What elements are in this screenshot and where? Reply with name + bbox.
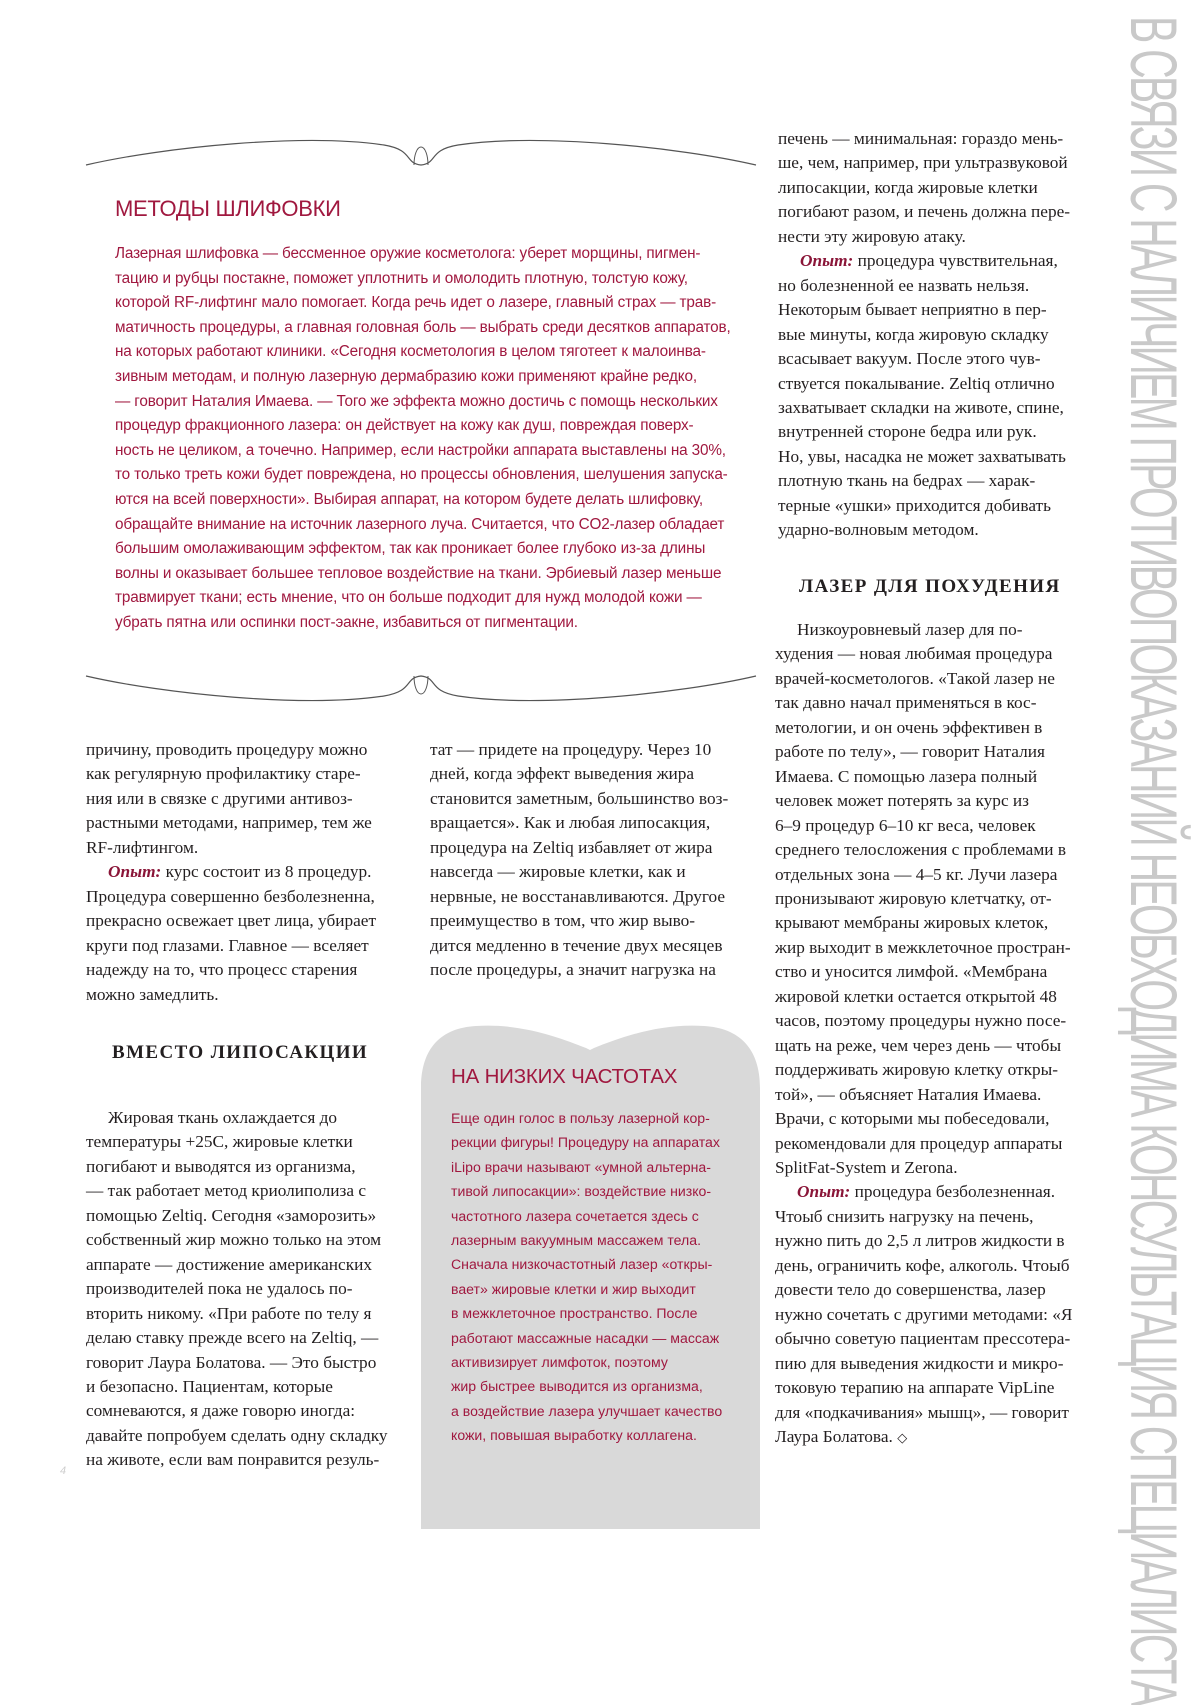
text-line: преимущество в том, что жир выво- (430, 911, 696, 931)
text-line: причину, проводить процедуру можно (86, 740, 368, 759)
text-line: круги под глазами. Главное — вселяет (86, 935, 369, 955)
text-line: RF-лифтингом. (86, 837, 199, 857)
text-line: процедура на Zeltiq избавляет от жира (430, 837, 713, 857)
text-line: лазерным вакуумным массажем тела. (451, 1232, 702, 1249)
text-line: травмирует ткани; есть мнение, что он больше подходит для нужд молодой кожи — (115, 589, 702, 607)
text-line: зивным методам, и полную лазерную дермабразию кожи применяют крайне редко, (115, 367, 697, 385)
text-line: Процедура совершенно безболезненна, (86, 886, 375, 906)
text-line: которой RF-лифтинг мало помогает. Когда речь идет о лазере, главный страх — трав- (115, 294, 717, 312)
text-line: метологии, и он очень эффективен в (775, 717, 1043, 737)
text-line: щать на реже, чем через день — чтобы (775, 1035, 1062, 1055)
text-line: давайте попробуем сделать одну складку (86, 1425, 388, 1445)
text-line: вторить никому. «При работе по телу я (86, 1303, 372, 1323)
text-line: частотного лазера сочетается здесь с (451, 1207, 699, 1224)
article-column-right-bottom (775, 618, 1105, 1450)
opyt-label: Опыт: (797, 1182, 851, 1202)
text-line: производителей пока не удалось по- (86, 1279, 353, 1299)
opyt-paragraph-start: Опыт: процедура безболезненная. (797, 1182, 1056, 1202)
text-line: iLipo врачи называют «умной альтерна- (451, 1158, 711, 1175)
text-line: в межклеточное пространство. После (451, 1305, 698, 1322)
text-line: после процедуры, а значит нагрузка на (430, 960, 716, 980)
section-heading-liposakcii: ВМЕСТО ЛИПОСАКЦИИ (112, 1042, 369, 1063)
text-line: так давно начал применяться в кос- (775, 693, 1037, 713)
text-line: обычно советую пациентам прессотера- (775, 1329, 1071, 1349)
lowfreq-box-title: НА НИЗКИХ ЧАСТОТАХ (451, 1065, 678, 1088)
text-line: тат — придете на процедуру. Через 10 (430, 740, 712, 759)
text-line: жир быстрее выводится из организма, (451, 1378, 703, 1395)
vertical-disclaimer-banner: В СВЯЗИ С НАЛИЧИЕМ ПРОТИВОПОКАЗАНИЙ НЕОБХОДИМА КОНСУЛЬТАЦИЯ СПЕЦИАЛИСТА (1117, 16, 1191, 1705)
text-line: рекции фигуры! Процедуру на аппаратах (451, 1134, 720, 1151)
article-column-left (86, 738, 406, 1007)
text-line: день, ограничить кофе, алкоголь. Чтоыб (775, 1255, 1070, 1275)
text-line: Некоторым бывает неприятно в пер- (778, 300, 1047, 320)
text-line: сомневаются, я даже говорю иногда: (86, 1401, 356, 1421)
text-line: собственный жир можно только на этом (86, 1230, 382, 1250)
diamond-end-icon: ◇ (897, 1429, 908, 1445)
page-number: 4 (60, 1465, 67, 1477)
text-line: пию для выведения жидкости и микро- (775, 1353, 1064, 1373)
text-line: довести тело до совершенства, лазер (775, 1280, 1046, 1300)
text-line: погибают разом, и печень должна пере- (778, 202, 1071, 222)
text-line: Врачи, с которыми мы побеседовали, (775, 1109, 1050, 1129)
methods-box-body (115, 242, 740, 636)
opyt-label: Опыт: (800, 251, 854, 271)
text-line: дней, когда эффект выведения жира (430, 764, 695, 784)
text-line: захватывает складки на животе, спине, (778, 397, 1064, 417)
text-line: жировой клетки остается открытой 48 (775, 986, 1057, 1006)
text-line: плотную ткань на бедрах — харак- (778, 471, 1036, 491)
lowfreq-sidebar-box (421, 1018, 760, 1529)
text-line: растными методами, например, тем же (86, 813, 372, 833)
lowfreq-box-body (451, 1106, 751, 1448)
text-line: Жировая ткань охлаждается до (108, 1108, 338, 1127)
text-line: кожи, повышая выработку коллагена. (451, 1427, 697, 1444)
text-line-last: Лаура Болатова. ◇ (775, 1426, 908, 1446)
text-line: 6–9 процедур 6–10 кг веса, человек (775, 815, 1036, 835)
flourish-divider-bottom (84, 670, 758, 706)
text-line: нести эту жировую атаку. (778, 226, 966, 246)
text-line: то только треть кожи будет повреждена, но процессы обновления, шелушения запуска- (115, 466, 728, 484)
text-line: Лазерная шлифовка — бессменное оружие косметолога: уберет морщины, пигмен- (115, 245, 701, 262)
text-line: Сначала низкочастотный лазер «откры- (451, 1256, 713, 1273)
text-line: — так работает метод криолиполиза с (86, 1181, 367, 1201)
text-line: на животе, если вам понравится резуль- (86, 1450, 380, 1470)
text-line: для «подкачивания» мышц», — говорит (775, 1402, 1069, 1422)
opyt-label: Опыт: (108, 862, 162, 882)
text-line: ше, чем, например, при ультразвуковой (778, 153, 1068, 173)
text-line: помощью Zeltiq. Сегодня «заморозить» (86, 1205, 377, 1225)
text-line: обращайте внимание на источник лазерного луча. Считается, что CO2-лазер обладает (115, 515, 725, 533)
text-line: ния или в связке с другими антивоз- (86, 788, 353, 808)
text-line: ство и уносится лимфой. «Мембрана (775, 962, 1048, 982)
text-line: нужно сочетать с другими методами: «Я (775, 1304, 1073, 1324)
text-line: липосакции, когда жировые клетки (778, 177, 1038, 197)
text-line: навсегда — жировые клетки, как и (430, 862, 686, 882)
text-line: становится заметным, большинство воз- (430, 788, 729, 808)
text-line: человек может потерять за курс из (775, 791, 1030, 811)
text-line: Чтоыб снизить нагрузку на печень, (775, 1206, 1034, 1226)
text-line: Но, увы, насадка не может захватывать (778, 446, 1066, 466)
text-line: крывают мембраны жировых клеток, (775, 913, 1049, 933)
text-line: вает» жировые клетки и жир выходит (451, 1280, 696, 1297)
text-line: ность не целиком, а точечно. Например, если настройки аппарата выставлены на 30%, (115, 441, 726, 459)
text-line: Низкоуровневый лазер для по- (797, 620, 1023, 639)
text-line: активизирует лимфоток, поэтому (451, 1354, 668, 1371)
text-line: как регулярную профилактику старе- (86, 764, 361, 784)
text-line: тивой липосакции»: воздействие низко- (451, 1183, 712, 1200)
text-line: ствуется покалывание. Zeltiq отлично (778, 373, 1055, 393)
text-line: работе по телу», — говорит Наталия (775, 742, 1045, 762)
text-line: среднего телосложения с проблемами в (775, 840, 1066, 860)
text-line: прекрасно освежает цвет лица, убирает (86, 911, 377, 931)
article-column-right-top (778, 127, 1108, 543)
text-line: нервные, не восстанавливаются. Другое (430, 886, 726, 906)
text-line: отдельных зона — 4–5 кг. Лучи лазера (775, 864, 1058, 884)
text-line: худения — новая любимая процедура (775, 644, 1053, 664)
text-line: врачей-косметологов. «Такой лазер не (775, 668, 1055, 688)
text-line: жир выходит в межклеточное простран- (775, 937, 1071, 957)
text-line: пронизывают жировую клетчатку, от- (775, 888, 1052, 908)
text-line: а воздействие лазера улучшает качество (451, 1402, 723, 1419)
text-line: можно замедлить. (86, 984, 219, 1004)
text-line: Имаева. С помощью лазера полный (775, 766, 1038, 786)
text-line: поддерживать жировую клетку откры- (775, 1060, 1059, 1080)
text-line: говорит Лаура Болатова. — Это быстро (86, 1352, 377, 1372)
text-line: надежду на то, что процесс старения (86, 960, 358, 980)
article-column-left-bottom (86, 1106, 406, 1473)
text-line: работают массажные насадки — массаж (451, 1329, 720, 1346)
opyt-paragraph-start: Опыт: курс состоит из 8 процедур. (108, 862, 372, 882)
text-line: SplitFat-System и Zerona. (775, 1157, 958, 1177)
text-line: дится медленно в течение двух месяцев (430, 935, 723, 955)
section-heading-lazer: ЛАЗЕР ДЛЯ ПОХУДЕНИЯ (799, 576, 1061, 597)
text-line: но болезненной ее назвать нельзя. (778, 275, 1030, 295)
text-line: нужно пить до 2,5 л литров жидкости в (775, 1231, 1065, 1251)
text-line: внутренней стороне бедра или рук. (778, 422, 1037, 442)
text-line: убрать пятна или оспинки пост-эакне, избавиться от пигментации. (115, 613, 578, 631)
text-line: вые минуты, когда жировую складку (778, 324, 1049, 344)
text-line: той», — объясняет Наталия Имаева. (775, 1084, 1042, 1104)
text-line: волны и оказывает большее тепловое воздействие на ткани. Эрбиевый лазер меньше (115, 564, 722, 582)
text-line: аппарате — достижение американских (86, 1254, 372, 1274)
text-line: рекомендовали для процедур аппараты (775, 1133, 1063, 1153)
methods-box-title: МЕТОДЫ ШЛИФОВКИ (115, 196, 341, 221)
article-column-middle (430, 738, 760, 983)
text-line: печень — минимальная: гораздо мень- (778, 129, 1064, 148)
text-line: ударно-волновым методом. (778, 520, 979, 540)
text-line: терные «ушки» приходится добивать (778, 495, 1051, 515)
text-line: — говорит Наталия Имаева. — Того же эффекта можно достичь с помощь нескольких (115, 392, 718, 410)
text-line: токовую терапию на аппарате VipLine (775, 1378, 1055, 1398)
text-line: Еще один голос в пользу лазерной кор- (451, 1110, 710, 1126)
text-line: часов, поэтому процедуры нужно посе- (775, 1011, 1067, 1031)
opyt-paragraph-start: Опыт: процедура чувствительная, (800, 251, 1058, 271)
text-line: тацию и рубцы постакне, поможет уплотнить и омолодить плотную, толстую кожу, (115, 269, 688, 287)
text-line: всасывает вакуум. После этого чув- (778, 349, 1041, 369)
text-line: делаю ставку прежде всего на Zeltiq, — (86, 1328, 379, 1348)
flourish-divider-top (84, 135, 758, 171)
text-line: погибают и выводятся из организма, (86, 1156, 356, 1176)
text-line: вращается». Как и любая липосакция, (430, 813, 711, 833)
text-line: температуры +25С, жировые клетки (86, 1132, 353, 1152)
text-line: процедур фракционного лазера: он действует на кожу как душ, повреждая поверх- (115, 417, 694, 435)
text-line: ются на всей поверхности». Выбирая аппарат, на котором будете делать шлифовку, (115, 490, 703, 508)
text-line: матичность процедуры, а главная головная боль — выбрать среди десятков аппаратов, (115, 318, 731, 336)
text-line: и безопасно. Пациентам, которые (86, 1376, 333, 1396)
text-line: на которых работают клиники. «Сегодня косметология в целом тяготеет к малоинва- (115, 343, 706, 361)
text-line: большим омолаживающим эффектом, так как проникает более глубоко из-за длины (115, 540, 706, 558)
